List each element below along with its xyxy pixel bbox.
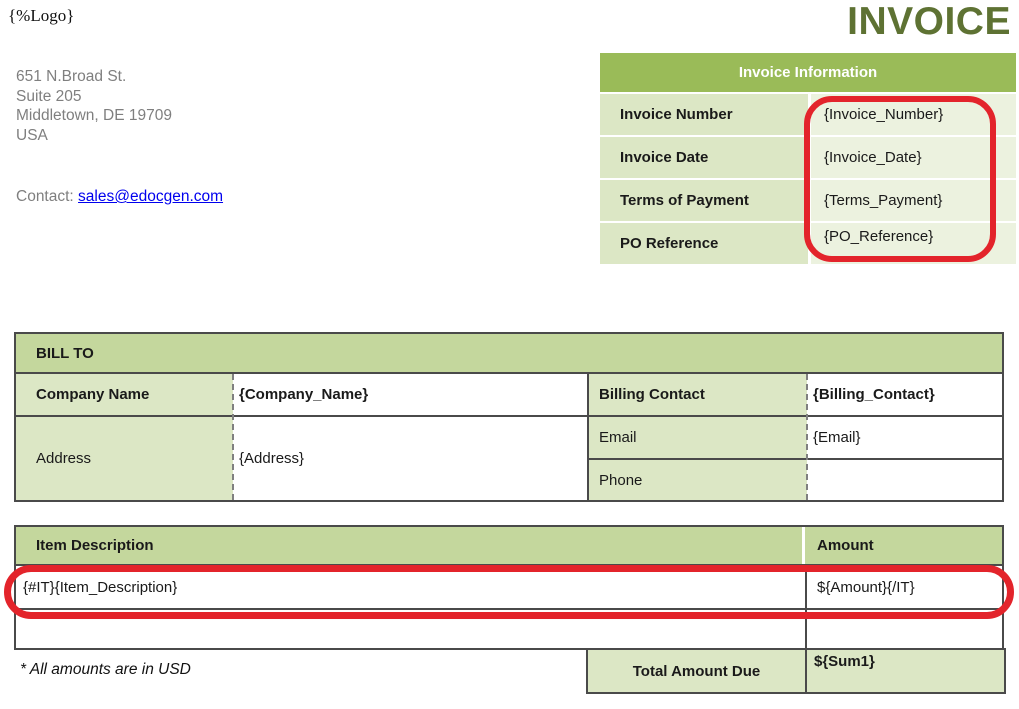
invoice-info-label: Invoice Number <box>600 94 808 135</box>
table-dashed-divider <box>232 374 234 500</box>
billing-contact-value: {Billing_Contact} <box>813 386 935 403</box>
table-border <box>589 458 1002 460</box>
contact-label: Contact: <box>16 188 74 205</box>
item-row-amount: ${Amount}{/IT} <box>817 578 915 596</box>
bill-to-header-cell <box>16 334 1002 372</box>
bill-to-title: BILL TO <box>36 344 94 362</box>
sender-address-block <box>16 67 172 145</box>
item-description-header: Item Description <box>36 537 154 554</box>
invoice-info-label: PO Reference <box>600 223 808 264</box>
invoice-info-label: Terms of Payment <box>600 180 808 221</box>
company-name-value: {Company_Name} <box>239 386 369 403</box>
table-border <box>805 650 807 692</box>
invoice-info-value: {Invoice_Number} <box>811 94 1016 135</box>
phone-label: Phone <box>599 471 643 489</box>
table-border <box>587 372 589 500</box>
item-row-description: {#IT}{Item_Description} <box>23 578 178 596</box>
address-value: {Address} <box>239 450 305 467</box>
address-label: Address <box>36 450 92 467</box>
annotation-item-row-highlight <box>4 565 1014 619</box>
sender-address-line: 651 N.Broad St. <box>16 68 127 85</box>
email-value: {Email} <box>813 429 861 446</box>
company-name-label: Company Name <box>36 386 150 403</box>
total-row <box>586 648 1006 694</box>
amount-header: Amount <box>817 537 874 554</box>
total-amount-due-label: Total Amount Due <box>632 662 761 680</box>
invoice-info-value: {Terms_Payment} <box>811 180 1016 221</box>
email-label: Email <box>599 429 637 446</box>
contact-email-link[interactable]: sales@edocgen.com <box>78 188 224 205</box>
annotation-invoice-values-highlight <box>804 96 996 262</box>
sender-address-line: USA <box>16 126 48 144</box>
invoice-info-value: {PO_Reference} <box>811 223 1016 264</box>
page-title: INVOICE <box>847 0 1011 43</box>
currency-footnote: * All amounts are in USD <box>20 661 191 678</box>
invoice-info-label: Invoice Date <box>600 137 808 178</box>
invoice-info-header: Invoice Information <box>600 53 1016 92</box>
contact-line <box>16 188 223 206</box>
invoice-info-value: {Invoice_Date} <box>811 137 1016 178</box>
sender-address-line: Suite 205 <box>16 87 82 105</box>
sender-address-line: Middletown, DE 19709 <box>16 107 172 124</box>
total-amount-due-value: ${Sum1} <box>814 652 875 670</box>
table-dashed-divider <box>806 374 808 500</box>
logo-placeholder: {%Logo} <box>8 6 75 25</box>
billing-contact-label: Billing Contact <box>599 386 705 403</box>
bill-to-table <box>14 332 1004 502</box>
